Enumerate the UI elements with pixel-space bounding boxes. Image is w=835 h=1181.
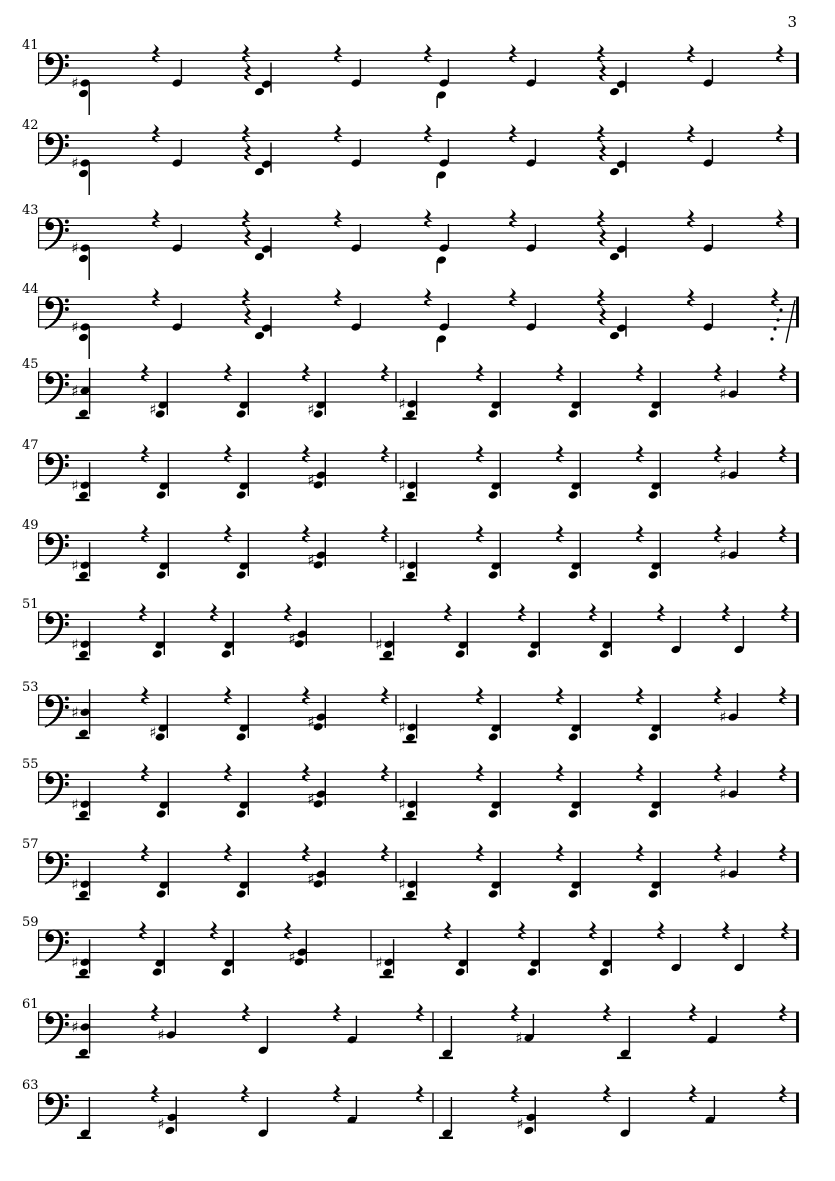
notehead xyxy=(254,167,265,177)
quarter-rest-icon xyxy=(244,63,252,82)
bass-clef-icon xyxy=(45,611,69,644)
notehead xyxy=(568,732,579,742)
bass-clef-icon xyxy=(45,851,69,884)
sharp-icon: ♯ xyxy=(71,476,79,495)
notehead xyxy=(221,649,232,659)
ledger-line xyxy=(403,741,417,743)
ledger-line xyxy=(403,818,417,820)
system-51 xyxy=(22,597,799,660)
sharp-icon: ♯ xyxy=(288,630,296,648)
bass-clef-dot xyxy=(65,1103,69,1107)
sharp-icon: ♯ xyxy=(719,785,727,804)
gliss-run xyxy=(786,300,795,343)
bass-clef-dot xyxy=(65,143,69,147)
quarter-rest-icon xyxy=(244,307,252,326)
ledger-line xyxy=(76,658,90,660)
notehead xyxy=(236,490,247,500)
notehead xyxy=(405,491,416,501)
sharp-icon: ♯ xyxy=(398,394,406,413)
notehead xyxy=(156,570,167,580)
bass-clef-dot xyxy=(65,228,69,232)
bass-clef-body xyxy=(45,929,64,962)
bass-clef-dot xyxy=(65,454,69,458)
notehead xyxy=(236,809,247,819)
ledger-line xyxy=(76,818,90,820)
bass-clef-icon xyxy=(45,452,69,485)
ledger-line xyxy=(76,976,90,978)
ledger-line xyxy=(439,1057,453,1059)
notehead xyxy=(254,331,265,341)
notehead xyxy=(236,409,247,419)
bass-clef-dot xyxy=(65,1013,69,1017)
sharp-icon: ♯ xyxy=(71,154,79,172)
sharp-icon: ♯ xyxy=(398,795,406,814)
ledger-line xyxy=(403,499,417,501)
notehead xyxy=(405,810,416,820)
system-55 xyxy=(22,757,799,820)
sharp-icon: ♯ xyxy=(719,466,727,485)
sharp-icon: ♯ xyxy=(307,400,315,419)
notehead xyxy=(523,1126,534,1136)
notehead xyxy=(648,570,659,580)
measure-number: 61 xyxy=(22,997,39,1012)
ledger-line xyxy=(403,417,417,419)
measure-number: 51 xyxy=(22,597,39,612)
sharp-icon: ♯ xyxy=(71,875,79,894)
notehead xyxy=(221,967,232,977)
notehead xyxy=(648,889,659,899)
system-41 xyxy=(22,38,799,115)
sharp-icon: ♯ xyxy=(71,74,79,92)
bass-clef-dot xyxy=(65,298,69,302)
bass-clef-dot xyxy=(65,63,69,67)
notehead xyxy=(152,649,163,659)
bass-clef-dot xyxy=(65,1094,69,1098)
sharp-icon: ♯ xyxy=(398,476,406,495)
bass-clef-dot xyxy=(65,463,69,467)
sharp-icon: ♯ xyxy=(149,400,157,419)
system-45 xyxy=(22,357,799,420)
notehead xyxy=(488,570,499,580)
ledger-line xyxy=(403,579,417,581)
notehead xyxy=(405,890,416,900)
notehead xyxy=(405,733,416,743)
system-43 xyxy=(22,203,799,280)
bass-clef-body xyxy=(45,132,64,165)
system-63 xyxy=(22,1078,799,1139)
ledger-line xyxy=(76,417,90,419)
notehead xyxy=(236,570,247,580)
bass-clef-icon xyxy=(45,296,69,329)
bass-clef-dot xyxy=(65,54,69,58)
system-49 xyxy=(22,518,799,581)
bass-clef-dot xyxy=(65,862,69,866)
notehead xyxy=(568,570,579,580)
notehead xyxy=(156,490,167,500)
ledger-line xyxy=(617,1057,631,1059)
ledger-line xyxy=(77,1137,91,1139)
notehead xyxy=(78,254,89,264)
system-59 xyxy=(22,915,799,978)
sharp-icon: ♯ xyxy=(71,1018,79,1036)
ledger-line xyxy=(76,737,90,739)
sharp-icon: ♯ xyxy=(719,865,727,884)
bass-clef-icon xyxy=(45,1092,69,1125)
sharp-icon: ♯ xyxy=(307,790,315,808)
sharp-icon: ♯ xyxy=(719,385,727,404)
notehead xyxy=(609,87,620,97)
bass-clef-icon xyxy=(45,1011,69,1044)
ledger-line xyxy=(76,579,90,581)
sharp-icon: ♯ xyxy=(398,556,406,575)
sharp-icon: ♯ xyxy=(719,708,727,727)
notehead xyxy=(405,571,416,581)
sharp-icon: ♯ xyxy=(71,239,79,257)
sharp-icon: ♯ xyxy=(719,546,727,565)
notehead xyxy=(78,89,89,99)
bass-clef-dot xyxy=(65,853,69,857)
ledger-line xyxy=(380,658,394,660)
sharp-icon: ♯ xyxy=(307,551,315,569)
notehead xyxy=(78,408,89,418)
sharp-icon: ♯ xyxy=(71,953,79,972)
notehead xyxy=(78,890,89,900)
notehead xyxy=(254,87,265,97)
system-42 xyxy=(22,118,799,195)
bass-clef-body xyxy=(45,851,64,884)
notehead xyxy=(78,968,89,978)
quarter-rest-icon xyxy=(244,228,252,247)
bass-clef-icon xyxy=(45,694,69,727)
sharp-icon: ♯ xyxy=(515,1028,523,1047)
notehead xyxy=(78,810,89,820)
bass-clef-body xyxy=(45,217,64,250)
sharp-icon: ♯ xyxy=(157,1114,165,1133)
bass-clef-icon xyxy=(45,217,69,250)
bass-clef-body xyxy=(45,371,64,404)
bass-clef-icon xyxy=(45,771,69,804)
sharp-icon: ♯ xyxy=(157,1025,165,1044)
bass-clef-dot xyxy=(65,373,69,377)
bass-clef-body xyxy=(45,611,64,644)
bass-clef-dot xyxy=(65,696,69,700)
notehead xyxy=(236,732,247,742)
measure-number: 59 xyxy=(22,915,39,930)
notehead xyxy=(455,649,466,659)
system-57 xyxy=(22,837,799,900)
notehead xyxy=(78,571,89,581)
notehead xyxy=(382,968,393,978)
sharp-icon: ♯ xyxy=(71,795,79,814)
sharp-icon: ♯ xyxy=(288,948,296,966)
ledger-line xyxy=(76,1056,90,1058)
bass-clef-dot xyxy=(65,219,69,223)
ledger-line xyxy=(76,499,90,501)
notehead xyxy=(568,490,579,500)
quarter-rest-icon xyxy=(244,143,252,162)
bass-clef-dot xyxy=(65,613,69,617)
bass-clef-body xyxy=(45,694,64,727)
sharp-icon: ♯ xyxy=(516,1114,524,1133)
bass-clef-icon xyxy=(45,371,69,404)
quarter-rest-icon xyxy=(599,228,607,247)
measure-number: 47 xyxy=(22,438,39,453)
sharp-icon: ♯ xyxy=(71,635,79,654)
bass-clef-icon xyxy=(45,929,69,962)
page-number: 3 xyxy=(787,13,797,31)
measure-number: 43 xyxy=(22,203,39,218)
sharp-icon: ♯ xyxy=(71,381,79,400)
system-47 xyxy=(22,438,799,501)
sharp-icon: ♯ xyxy=(375,635,383,654)
sharp-icon: ♯ xyxy=(398,718,406,737)
ledger-line xyxy=(76,898,90,900)
notehead xyxy=(78,1048,89,1058)
sharp-icon: ♯ xyxy=(149,723,157,742)
sharp-icon: ♯ xyxy=(71,556,79,575)
bass-clef-body xyxy=(45,452,64,485)
bass-clef-body xyxy=(45,532,64,565)
sharp-icon: ♯ xyxy=(375,953,383,972)
notehead xyxy=(568,809,579,819)
sharp-icon: ♯ xyxy=(71,318,79,336)
bass-clef-dot xyxy=(65,543,69,547)
notehead xyxy=(78,169,89,179)
bass-clef-dot xyxy=(65,773,69,777)
notehead xyxy=(609,252,620,262)
notehead xyxy=(599,967,610,977)
measure-number: 63 xyxy=(22,1078,39,1093)
notehead xyxy=(405,409,416,419)
notehead xyxy=(527,649,538,659)
ledger-line xyxy=(439,1137,453,1139)
measure-number: 55 xyxy=(22,757,39,772)
notehead xyxy=(488,490,499,500)
bass-clef-dot xyxy=(65,782,69,786)
bass-clef-dot xyxy=(65,134,69,138)
notehead xyxy=(488,409,499,419)
notehead xyxy=(254,252,265,262)
measure-number: 44 xyxy=(22,282,39,297)
bass-clef-icon xyxy=(45,532,69,565)
notehead xyxy=(164,1126,175,1136)
measure-number: 49 xyxy=(22,518,39,533)
bass-clef-dot xyxy=(65,1022,69,1026)
sharp-icon: ♯ xyxy=(307,471,315,489)
notehead xyxy=(527,967,538,977)
ledger-line xyxy=(380,976,394,978)
notehead xyxy=(78,333,89,343)
quarter-rest-icon xyxy=(599,143,607,162)
bass-clef-icon xyxy=(45,132,69,165)
notehead xyxy=(609,331,620,341)
bass-clef-body xyxy=(45,52,64,85)
notehead xyxy=(488,732,499,742)
notehead xyxy=(78,650,89,660)
ledger-line xyxy=(403,898,417,900)
notehead xyxy=(488,809,499,819)
sharp-icon: ♯ xyxy=(398,875,406,894)
notehead xyxy=(236,889,247,899)
system-53 xyxy=(22,680,799,743)
notehead xyxy=(599,649,610,659)
measure-number: 53 xyxy=(22,680,39,695)
bass-clef-dot xyxy=(65,931,69,935)
notehead xyxy=(156,809,167,819)
bass-clef-dot xyxy=(65,705,69,709)
notehead xyxy=(152,967,163,977)
gliss-dot xyxy=(770,337,773,340)
measure-number: 42 xyxy=(22,118,39,133)
sharp-icon: ♯ xyxy=(307,713,315,731)
bass-clef-dot xyxy=(65,307,69,311)
bass-clef-icon xyxy=(45,52,69,85)
measure-number: 41 xyxy=(22,38,39,53)
sharp-icon: ♯ xyxy=(71,703,79,722)
bass-clef-dot xyxy=(65,534,69,538)
bass-clef-body xyxy=(45,771,64,804)
notehead xyxy=(382,650,393,660)
measure-number: 57 xyxy=(22,837,39,852)
notehead xyxy=(648,809,659,819)
notehead xyxy=(488,889,499,899)
notehead xyxy=(156,889,167,899)
notehead xyxy=(78,491,89,501)
notehead xyxy=(609,167,620,177)
system-61 xyxy=(22,997,799,1059)
bass-clef-body xyxy=(45,1011,64,1044)
quarter-rest-icon xyxy=(599,63,607,82)
bass-clef-body xyxy=(45,1092,64,1125)
gliss-dot xyxy=(779,308,782,311)
bass-clef-body xyxy=(45,296,64,329)
system-44 xyxy=(22,282,799,359)
notehead xyxy=(78,728,89,738)
quarter-rest-icon xyxy=(599,307,607,326)
bass-clef-dot xyxy=(65,622,69,626)
bass-clef-dot xyxy=(65,382,69,386)
notehead xyxy=(455,967,466,977)
notehead xyxy=(568,409,579,419)
gliss-dot xyxy=(773,327,776,330)
notehead xyxy=(568,889,579,899)
notehead xyxy=(648,732,659,742)
measure-number: 45 xyxy=(22,357,39,372)
gliss-dot xyxy=(776,318,779,321)
notehead xyxy=(648,409,659,419)
sharp-icon: ♯ xyxy=(307,870,315,888)
bass-clef-dot xyxy=(65,940,69,944)
notehead xyxy=(648,490,659,500)
